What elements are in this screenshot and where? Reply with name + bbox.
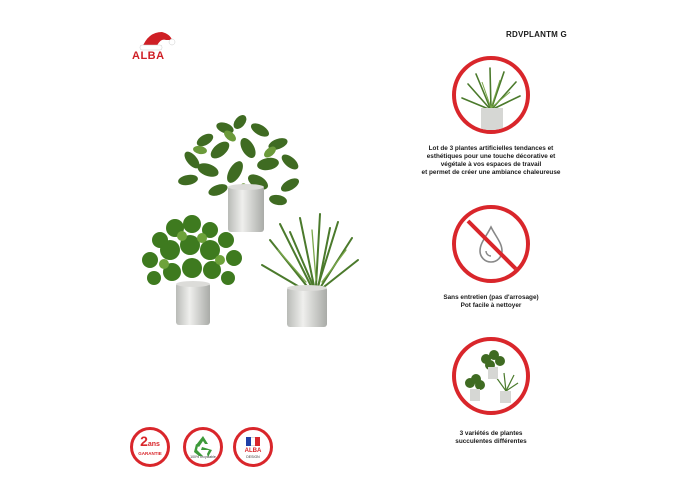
three-plants-photo (130, 100, 360, 330)
feature-1-text (386, 145, 596, 177)
french-flag-icon (246, 437, 260, 446)
product-reference: RDVPLANTM G (506, 30, 567, 39)
product-photo (130, 100, 360, 330)
feature-2-circle (452, 205, 530, 283)
feature-3-circle (452, 337, 530, 415)
feature-2-text (386, 294, 596, 310)
design-brand: ALBA (244, 448, 262, 454)
brand-name: ALBA (132, 50, 165, 62)
warranty-number: 2 (140, 433, 148, 449)
three-plants-icon (456, 341, 526, 411)
feature-2-line-1: Sans entretien (pas d'arrosage) (443, 294, 539, 301)
santa-hat-icon (138, 28, 178, 52)
feature-1-line-4: et permet de créer une ambiance chaleureuse (421, 169, 561, 176)
feature-1-line-1: Lot de 3 plantes artificielles tendances et (428, 145, 554, 152)
alba-design-badge (233, 427, 273, 467)
recyclable-label: 100% recyclable (190, 455, 216, 459)
recyclable-badge (183, 427, 223, 467)
no-watering-icon (456, 209, 526, 279)
feature-1-circle (452, 56, 530, 134)
warranty-unit: ans (147, 441, 160, 448)
warranty-badge (130, 427, 170, 467)
feature-3-text (386, 430, 596, 446)
feature-2-line-2: Pot facile à nettoyer (460, 302, 522, 309)
feature-3-line-1: 3 variétés de plantes (459, 430, 523, 437)
design-label: DESIGN (246, 455, 260, 459)
rosemary-plant-icon (456, 60, 526, 130)
feature-1-line-2: esthétiques pour une touche décorative et (426, 153, 556, 160)
feature-3-line-2: succulentes différentes (455, 438, 527, 445)
alba-logo (126, 28, 186, 64)
warranty-label: GARANTIE (138, 451, 162, 456)
feature-1-line-3: végétale à vos espaces de travail (440, 161, 542, 168)
